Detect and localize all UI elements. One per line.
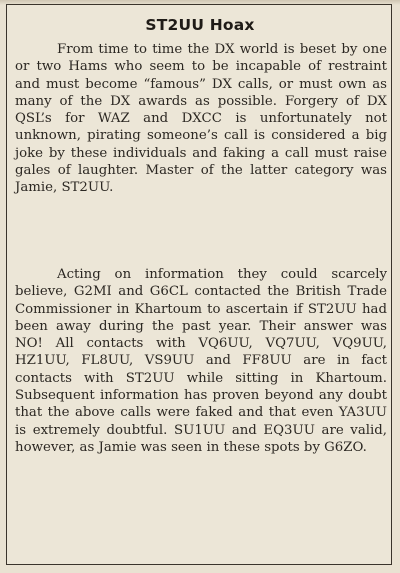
- article-paragraph-1: From time to time the DX world is beset by one or two Hams who seem to be incapable of restraint and must become “famous” DX calls, or must own as many of the DX awards as possible. Forgery of DX QSL’s for WAZ and DXCC is unfortunately not unknown, pirating someone’s call is considered a big joke by these individuals and faking a call must raise gales of laughter. Master of the latter category was Jamie, ST2UU.: [15, 42, 387, 196]
- article-paragraph-2: Acting on information they could scarcely believe, G2MI and G6CL contacted the British Trade Commissioner in Khartoum to ascertain if ST2UU had been away during the past year. Their answer was NO! All contacts with VQ6UU, VQ7UU, VQ9UU, HZ1UU, FL8UU, VS9UU and FF8UU are in fact contacts with ST2UU while sitting in Khartoum. Subsequent information has proven beyond any doubt that the above calls were faked and that even YA3UU is extremely doubtful. SU1UU and EQ3UU are valid, however, as Jamie was seen in these spots by G6ZO.: [15, 267, 387, 455]
- article-title: ST2UU Hoax: [145, 16, 255, 34]
